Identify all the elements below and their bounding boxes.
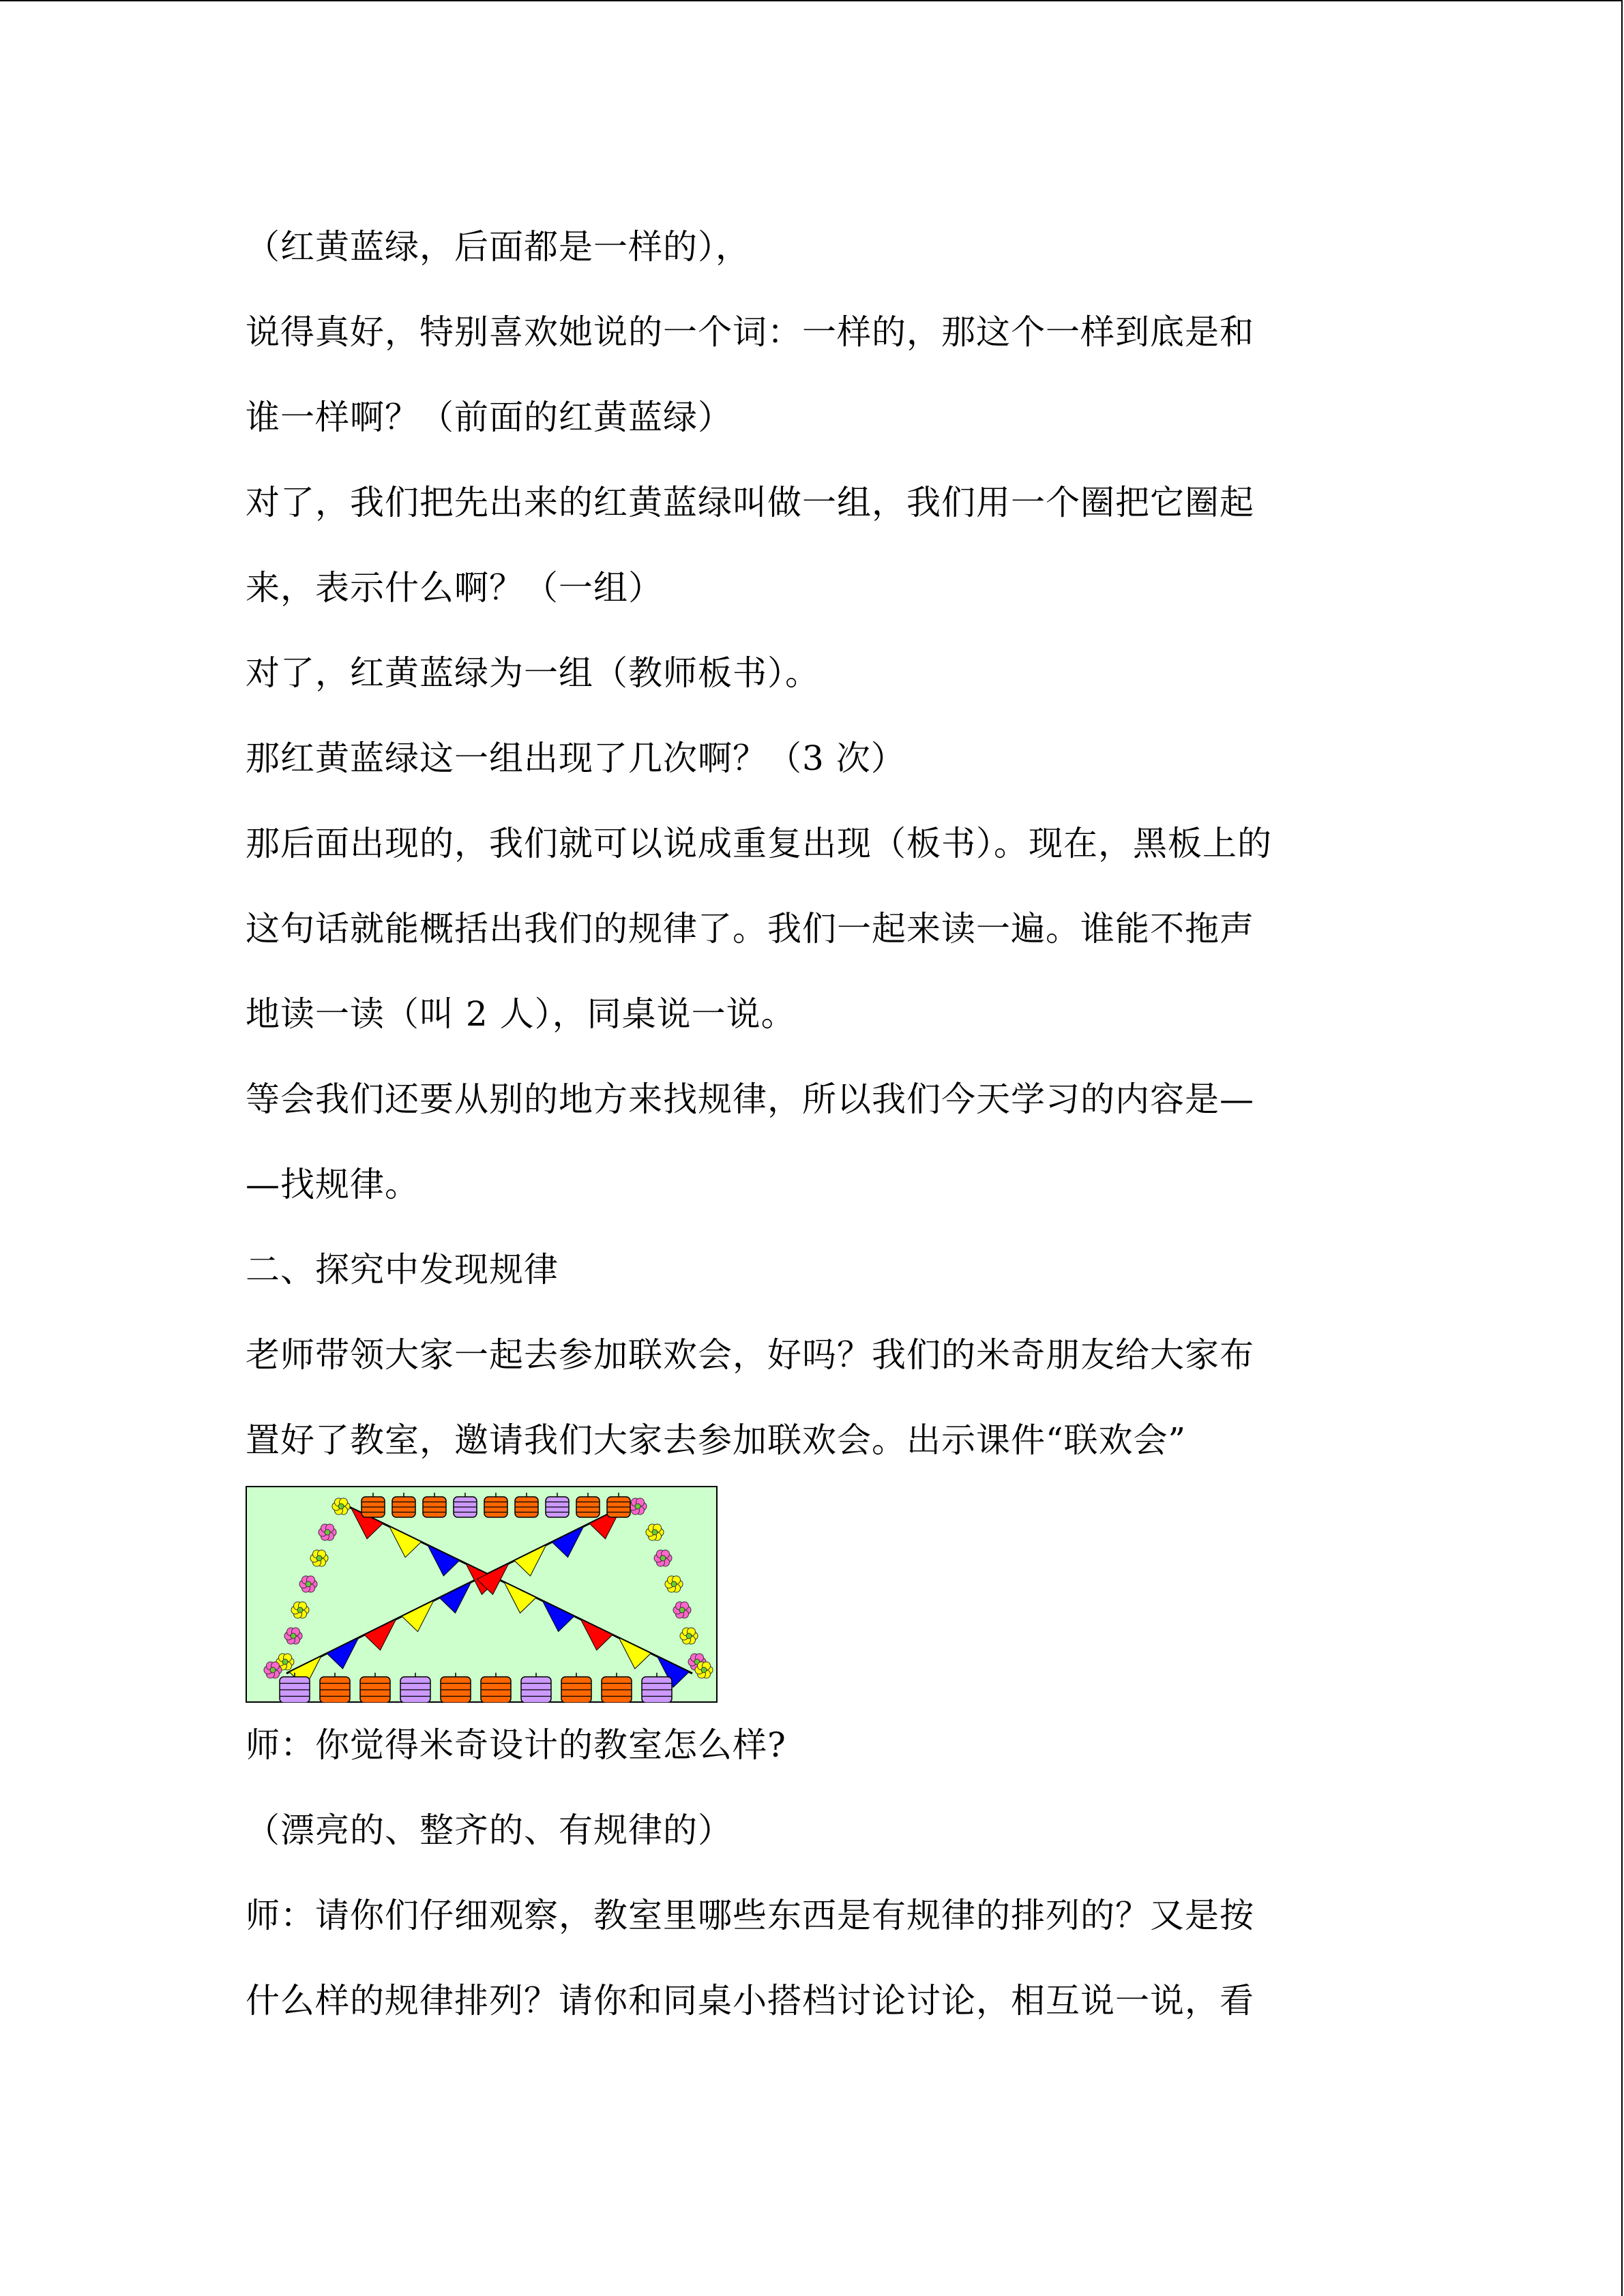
flower [629,1498,647,1515]
lantern [423,1493,446,1517]
text-line: （漂亮的、整齐的、有规律的） [246,1810,733,1850]
flower [319,1524,336,1540]
lantern [546,1493,569,1517]
lantern [280,1673,310,1703]
lantern [515,1493,538,1517]
lantern [561,1673,591,1703]
lantern [392,1493,415,1517]
text-line: 这句话就能概括出我们的规律了。我们一起来读一遍。谁能不拖声 [246,909,1254,949]
section-heading: 二、探究中发现规律 [246,1250,559,1289]
text-line: 谁一样啊？（前面的红黄蓝绿） [246,398,733,437]
flower [291,1602,309,1618]
party-classroom-illustration [246,1486,718,1703]
paragraphs-after-figure [246,1703,1378,2044]
flower [332,1498,350,1515]
text-line: 什么样的规律排列？请你和同桌小搭档讨论讨论，相互说一说，看 [246,1981,1254,2021]
lantern [360,1673,390,1703]
lantern [484,1493,507,1517]
text-line: 那后面出现的，我们就可以说成重复出现（板书）。现在，黑板上的 [246,824,1272,863]
text-line: 地读一读（叫 2 人），同桌说一说。 [246,994,796,1034]
paragraphs-before-figure [246,205,1378,1483]
text-line: 老师带领大家一起去参加联欢会，好吗？我们的米奇朋友给大家布 [246,1335,1254,1375]
flower [695,1662,713,1678]
flower [310,1550,328,1566]
text-line: （红黄蓝绿，后面都是一样的）， [246,227,750,267]
flower [680,1628,698,1644]
text-line: 置好了教室，邀请我们大家去参加联欢会。出示课件“联欢会” [246,1420,1187,1460]
text-line: 那红黄蓝绿这一组出现了几次啊？（3 次） [246,739,906,778]
flower [665,1576,683,1592]
lantern [361,1493,385,1517]
flower [284,1628,302,1644]
flower [299,1576,317,1592]
document-body [246,205,1378,2044]
text-line: 说得真好，特别喜欢她说的一个词：一样的，那这个一样到底是和 [246,312,1254,352]
flower [646,1524,664,1540]
lantern [602,1673,632,1703]
text-line: 等会我们还要从别的地方来找规律，所以我们今天学习的内容是— [246,1079,1254,1119]
flower [264,1662,282,1678]
flower [654,1550,672,1566]
lantern [521,1673,551,1703]
text-line: 来，表示什么啊？（一组） [246,568,663,608]
lantern [481,1673,511,1703]
lantern [454,1493,477,1517]
text-line: 对了，我们把先出来的红黄蓝绿叫做一组，我们用一个圈把它圈起 [246,483,1254,522]
text-line: —找规律。 [246,1165,419,1204]
lantern [400,1673,430,1703]
lantern [576,1493,600,1517]
text-line: 师：请你们仔细观察，教室里哪些东西是有规律的排列的？又是按 [246,1896,1254,1935]
party-classroom-svg [246,1486,718,1703]
lantern [441,1673,471,1703]
flower [673,1602,691,1618]
text-line: 对了，红黄蓝绿为一组（教师板书）。 [246,653,820,693]
lantern [320,1673,350,1703]
lantern [642,1673,672,1703]
lantern [607,1493,630,1517]
text-line: 师：你觉得米奇设计的教室怎么样? [246,1725,786,1765]
